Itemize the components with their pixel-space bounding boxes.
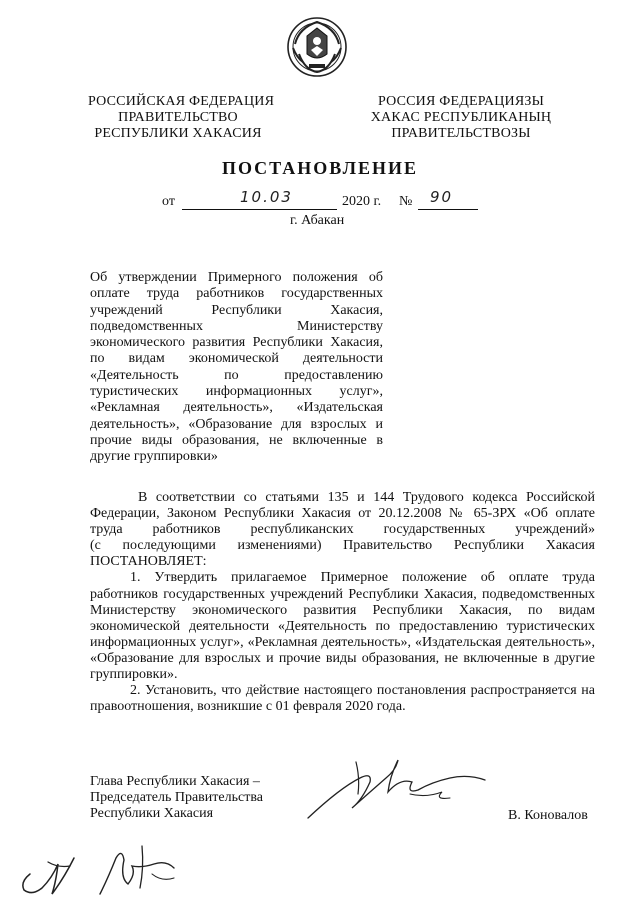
signer-title-line: Председатель Правительства [90, 790, 263, 805]
header-right-line: РОССИЯ ФЕДЕРАЦИЯЗЫ [377, 94, 545, 109]
number-handwritten: 90 [430, 188, 454, 206]
header-left-line: РОССИЙСКАЯ ФЕДЕРАЦИЯ [88, 94, 275, 109]
document-type-title: ПОСТАНОВЛЕНИЕ [221, 158, 419, 178]
subject-line: по видам экономической деятельности [90, 351, 383, 367]
header-right-block [370, 94, 552, 142]
document-subject [90, 270, 383, 466]
signer-title-line: Глава Республики Хакасия – [90, 774, 260, 789]
body-line: информационных услуг», «Рекламная деятельность», «Издательская деятельность», [90, 634, 595, 650]
subject-line: экономического развития Республики Хакасия, [90, 335, 383, 351]
subject-line: другие группировки» [90, 449, 218, 465]
body-line: 1. Утвердить прилагаемое Примерное положение об оплате труда [130, 570, 595, 586]
subject-line: подведомственных Министерству [90, 318, 383, 334]
date-handwritten: 10.03 [240, 188, 293, 206]
header-left-line: ПРАВИТЕЛЬСТВО [118, 110, 238, 125]
body-line: ПОСТАНОВЛЯЕТ: [90, 554, 207, 570]
date-from-label: от [162, 194, 175, 209]
subject-line: «Рекламная деятельность», «Издательская [90, 400, 383, 416]
body-line: экономической деятельности «Деятельность по предоставлению туристических [90, 618, 595, 634]
subject-line: деятельность», «Образование для взрослых и [90, 416, 383, 432]
year-label: 2020 г. [342, 194, 382, 209]
subject-line: «Деятельность по предоставлению [90, 367, 383, 383]
subject-line: Об утверждении Примерного положения об [90, 270, 383, 285]
signer-title-block [90, 774, 263, 822]
body-line: В соответствии со статьями 135 и 144 Трудового кодекса Российской [138, 490, 595, 505]
body-line: Министерству экономического развития Республики Хакасия, по видам [90, 602, 595, 618]
signer-name: В. Коновалов [508, 808, 588, 823]
body-line: (с последующими изменениями) Правительство Республики Хакасия [90, 538, 595, 554]
handwritten-signature [300, 748, 490, 828]
handwritten-visa-mark [12, 838, 177, 900]
body-line: работников государственных учреждений Республики Хакасия, подведомственных [90, 586, 595, 602]
subject-line: прочие виды образования, не включенные в [90, 432, 383, 448]
subject-line: оплате труда работников государственных [90, 286, 383, 302]
subject-line: туристических информационных услуг», [90, 384, 383, 400]
header-left-block [88, 94, 275, 142]
body-line: труда работников республиканских государственных учреждений» [90, 522, 595, 538]
body-line: группировки». [90, 667, 178, 683]
city-label: г. Абакан [290, 213, 345, 228]
coat-of-arms-emblem [285, 14, 349, 78]
body-line: 2. Установить, что действие настоящего постановления распространяется на [130, 683, 595, 699]
header-right-line: ХАКАС РЕСПУБЛИКАНЫҢ [370, 110, 552, 125]
header-right-line: ПРАВИТЕЛЬСТВОЗЫ [391, 126, 531, 141]
body-line: «Образование для взрослых и прочие виды образования, не включенные в другие [90, 650, 595, 666]
header-left-line: РЕСПУБЛИКИ ХАКАСИЯ [94, 126, 262, 141]
number-label: № [399, 194, 413, 209]
body-line: Федерации, Законом Республики Хакасия от 20.12.2008 № 65-ЗРХ «Об оплате [90, 506, 595, 522]
document-body [90, 490, 595, 715]
body-line: правоотношения, возникшие с 01 февраля 2020 года. [90, 699, 406, 715]
signer-title-line: Республики Хакасия [90, 806, 214, 821]
subject-line: учреждений Республики Хакасия, [90, 302, 383, 318]
